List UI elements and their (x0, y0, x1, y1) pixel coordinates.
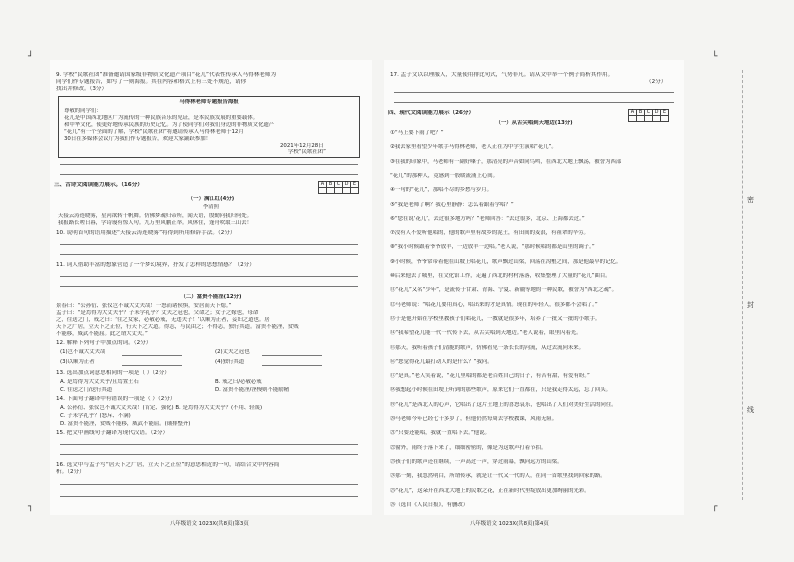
article-paragraph: ㉑“只要还能唱，我就一直唱下去。”他说。 (390, 430, 490, 437)
article-paragraph: ①“马上要下雨了吧？” (390, 130, 444, 136)
article-paragraph: ⑫马老师说：“唱花儿要用真心，唱出来的才是真情。现在的年轻人，很多都不会唱了。” (390, 301, 598, 308)
article-paragraph: ⑧“我小时候跟着爷爷放羊，一边放羊一边唱。”老人说，“那时候唱的都是山里的调子。” (390, 244, 595, 251)
score-head: B (327, 182, 335, 188)
classical-line-4: 天下之广居，立天下之正位，行天下之大道。得志，与民由之；不得志，独行其道。富贵不能淫，贫贱 (56, 324, 299, 330)
answer-line[interactable] (60, 484, 358, 485)
q14-option-d[interactable]: D. 富贵不能淫，贫贱不能移，威武不能屈。(铺排整齐) (60, 421, 191, 427)
poem-author: 李清照 (202, 204, 220, 210)
seal-label-mi: 密 (747, 196, 754, 204)
q9-line-3: 找出并修改。（3分） (56, 86, 108, 92)
article-paragraph: ⑬于是他开始在学校里教孩子们唱花儿，一教就是很多年，培养了一批又一批的小歌手。 (390, 315, 601, 322)
q12-item-3: (3)以顺为正者 (60, 359, 95, 365)
article-paragraph: ㉒窗外，雨终于落下来了，细细密密的，像是为这歌声打着节拍。 (390, 444, 547, 451)
q12-item-1: (1)岂不诚大丈夫哉 (60, 349, 106, 355)
answer-line[interactable] (60, 286, 358, 287)
classical-line-3: 之，往送之门，戒之曰：‘往之女家，必敬必戒，无违夫子！’以顺为正者，妾妇之道也。居 (56, 317, 270, 323)
answer-line[interactable] (60, 244, 358, 245)
answer-line[interactable] (60, 276, 358, 277)
q14-option-c[interactable]: C. 子未学礼乎？(怒斥、不满) (60, 413, 131, 419)
poem-heading: （一）满江红(4分) (187, 196, 235, 202)
article-paragraph: ②我去家里看望少年歌手马得林老师，老人正在为中学生演唱“花儿”。 (390, 144, 557, 151)
q17-line-1: 17. 孟子文以以理服人，大量使用排比句式，气势非凡。请从文中举一个例子简析其作用。 (390, 72, 614, 78)
poster-date: 2021年12月28日 (280, 143, 324, 149)
classical-line-1: 景春曰：“公孙衍、张仪岂不诚大丈夫哉！一怒而诸侯惧，安居而天下熄。” (56, 303, 232, 309)
article-paragraph: ㉖（选自《人民日报》，有删改） (390, 501, 469, 508)
section-4-heading: 四、现代文阅读能力展示（26分） (388, 110, 475, 116)
q13-option-d[interactable]: D. 富贵不能淫/淫慢则不能励精 (215, 387, 290, 393)
score-head: C (335, 182, 343, 188)
article-paragraph: ⑰“是真。”老人笑着说，“花儿里唱的都是老百姓自己的日子，有苦有甜，有爱有盼。” (390, 373, 590, 380)
q12-blank-4[interactable] (262, 365, 322, 366)
score-head: E (351, 182, 359, 188)
q9-line-1: 9. 学校“民歌社团”准备邀请国家级非物质文化遗产项目“花儿”代表性传承人马得林老师为 (56, 72, 277, 78)
answer-line[interactable] (60, 174, 358, 175)
section-3-heading: 三、古诗文阅读能力展示。（16分） (54, 182, 143, 188)
article-paragraph: ⑳马老师今年已经七十多岁了，但他仍然每周去学校教课，风雨无阻。 (390, 416, 558, 422)
answer-line[interactable] (60, 164, 358, 165)
q9-line-2: 同学们作专题报告，如写了一则海报。其在内容和格式上有三处不规范，请你 (56, 79, 247, 85)
q17-line-2: （2分） (646, 79, 667, 85)
score-head: A (319, 182, 327, 188)
crop-mark-bottom-right: ┌ (712, 502, 718, 512)
classical-heading: （二）富贵不能淫(12分) (180, 294, 242, 300)
article-paragraph: ⑤“我是老师了啊？我心里静静：怎么着跟着学唱？” (390, 201, 514, 208)
article-paragraph: ⑮那天，我听着孩子们清脆的歌声，仿佛看见一条长长的河流，从过去流向未来。 (390, 344, 585, 351)
article-paragraph: ⑭“我希望花儿能一代一代传下去，从舌尖唱到天地边。”老人说着，眼里闪着光。 (390, 330, 582, 337)
score-head: E (661, 110, 669, 116)
q11: 11. 词人借助丰富的想象营造了一个梦幻境界，抒发了怎样的思想情感？（2分） (56, 262, 255, 268)
q12-item-4: (4)独行其道 (215, 359, 245, 365)
crop-mark-top-right: └ (712, 52, 718, 62)
q12-blank-3[interactable] (122, 365, 182, 366)
q12-item-2: (2)丈夫之冠也 (215, 349, 250, 355)
q15: 15. 把文中画线句子翻译为现代汉语。（2分） (56, 430, 169, 436)
article-paragraph: “花儿”的那种人，竟感到一股暖流涌上心间。 (390, 172, 499, 179)
q14-stem: 14. 下面句子翻译中有错误的一项是（ ）（2分） (56, 396, 176, 402)
exam-page-right (384, 60, 684, 515)
answer-line[interactable] (60, 254, 358, 255)
article-paragraph: ⑩后来他去了城里，在文化馆工作，走遍了西北的村村落落，收集整理了大量的“花儿”曲目。 (390, 273, 611, 279)
article-paragraph: ⑱我想起小时候在田埂上听到的那些歌声，原来它们一直都在，只是我走得太远，忘了回头。 (390, 387, 612, 394)
seal-label-feng: 封 (747, 301, 754, 309)
article-paragraph: ⑨小时候，爷爷常带着他在山坡上唱花儿，歌声飘过山梁，回荡在沟壑之间，那是他最早的记忆。 (390, 258, 622, 265)
seal-label-xian: 线 (747, 406, 754, 414)
q12-stem: 12. 解释下列句子中加点的词。（2分） (56, 340, 152, 346)
exam-page-left (50, 60, 372, 515)
q13-option-b[interactable]: B. 戒之曰/必敬必戒 (215, 379, 262, 385)
poster-line-3: 和中华文化，使更好地传承民族的历史记忆。为了使同学们对我们身边的非物质文化遗产 (64, 122, 275, 128)
article-paragraph: ⑦没有人不爱听他唱的，他的歌声里有故乡的泥土，有田间的麦浪，有祖辈的辛劳。 (390, 230, 589, 237)
poster-line-5: 30日在多媒体会议厅为我们作专题报告，欢迎大家踊跃参加！ (64, 136, 212, 142)
score-head: A (629, 110, 637, 116)
classical-line-5: 不能移，威武不能屈。此之谓大丈夫。” (56, 331, 148, 337)
article-heading: （一）从舌尖唱到天地边(13分) (495, 120, 573, 126)
poem-line-2: 我报路长嗟日暮，学诗谩有惊人句。九万里风鹏正举。风休住，蓬舟吹取三山去！ (58, 220, 253, 226)
poster-line-1: 尊敬的同学们： (64, 108, 102, 114)
article-paragraph: ㉓孩子们的歌声还在继续，一声高过一声，穿过雨幕，飘向远方的山梁。 (390, 458, 563, 465)
article-paragraph: ④一句的“花儿”，那唱不尽的乡愁与岁月。 (390, 187, 493, 194)
score-head: C (645, 110, 653, 116)
score-head: B (637, 110, 645, 116)
poster-line-2: 花儿是中国西北地区广为流传的一种民族音乐的见证，是本民族发展的重要载体。 (64, 115, 259, 121)
answer-line[interactable] (60, 454, 358, 455)
article-paragraph: ③在我的印象中，马老师有一副好嗓子，那清亮的声音如同鸟鸣，在西北大地上飘荡，被誉为西部 (390, 158, 622, 165)
article-paragraph: ㉕“花儿”，这朵开在西北大地上的民歌之花，正在新时代里绽放出更加绚丽的光彩。 (390, 487, 590, 494)
q12-blank-2[interactable] (262, 355, 322, 356)
answer-line[interactable] (394, 92, 674, 93)
footer-left: 八年级语文 1023X(共8页)第3页 (170, 521, 249, 527)
score-head: D (653, 110, 661, 116)
poster-title: 马得林老师专题报告海报 (179, 99, 239, 105)
answer-line[interactable] (394, 102, 674, 103)
article-paragraph: ⑯“您觉得花儿最打动人的是什么？”我问。 (390, 358, 493, 365)
classical-line-2: 孟子曰：“是焉得为大丈夫乎？子未学礼乎？丈夫之冠也，父命之；女子之嫁也，母命 (56, 310, 259, 316)
q14-option-ab[interactable]: A. 公孙衍、张仪岂不诚大丈夫哉！(肯定、强化) B. 是焉得为大丈夫乎？(不用、轻蔑) (60, 405, 263, 411)
poster-signer: 学校“民歌社团” (288, 149, 326, 155)
footer-right: 八年级语文 1023X(共8页)第4页 (470, 521, 549, 527)
q16-line-1: 16. 选文中与孟子写“居天下之广居，立天下之正位”的意思相近的一句，请结合文中内容简 (56, 462, 280, 468)
answer-line[interactable] (60, 496, 358, 497)
article-paragraph: ⑪“花儿”又名“少年”，是流传于甘肃、青海、宁夏、新疆等地的一种民歌，被誉为“西北之魂”。 (390, 287, 617, 294)
poster-line-4: “花儿”有一个全面的了解，学校“民歌社团”将邀请传承人马得林老师于12月 (64, 129, 244, 135)
q16-line-2: 析。（2分） (56, 469, 85, 475)
article-paragraph: ㉔那一刻，我忽然明白，所谓传承，就是让一代又一代的人，在同一首歌里找到回家的路。 (390, 473, 606, 480)
q13-option-c[interactable]: C. 往送之门/送行其道 (60, 387, 113, 393)
q12-blank-1[interactable] (122, 355, 182, 356)
article-paragraph: ⑲“花儿”是西北人的心声，它唱出了这片土地上的喜怒哀乐，也唱出了人们对美好生活的向往。 (390, 401, 617, 408)
score-head: D (343, 182, 351, 188)
seal-line (742, 70, 743, 500)
score-grid-section-3 (318, 181, 359, 194)
q13-option-a[interactable]: A. 是焉得为大丈夫乎/且焉置土石 (60, 379, 139, 385)
poem-line-1: 天接云涛连晓雾，星河欲转千帆舞。仿佛梦魂归帝所，闻天语，殷勤问我归何处。 (58, 213, 253, 219)
answer-line[interactable] (60, 444, 358, 445)
q10: 10. 说明首句的语用描述“天接云涛连晓雾”将得到所用修辞手法。（2分） (56, 230, 236, 236)
crop-mark-bottom-left: ┐ (28, 502, 34, 512)
q13-stem: 13. 选出加点词意思相同的一项是（ ）（2分） (56, 370, 170, 376)
article-paragraph: ⑥“您在说‘花儿’，去过很多地方吗？”老师回答：“去过很多，北京、上海都去过。” (390, 215, 585, 222)
crop-mark-top-left: ┘ (28, 52, 34, 62)
